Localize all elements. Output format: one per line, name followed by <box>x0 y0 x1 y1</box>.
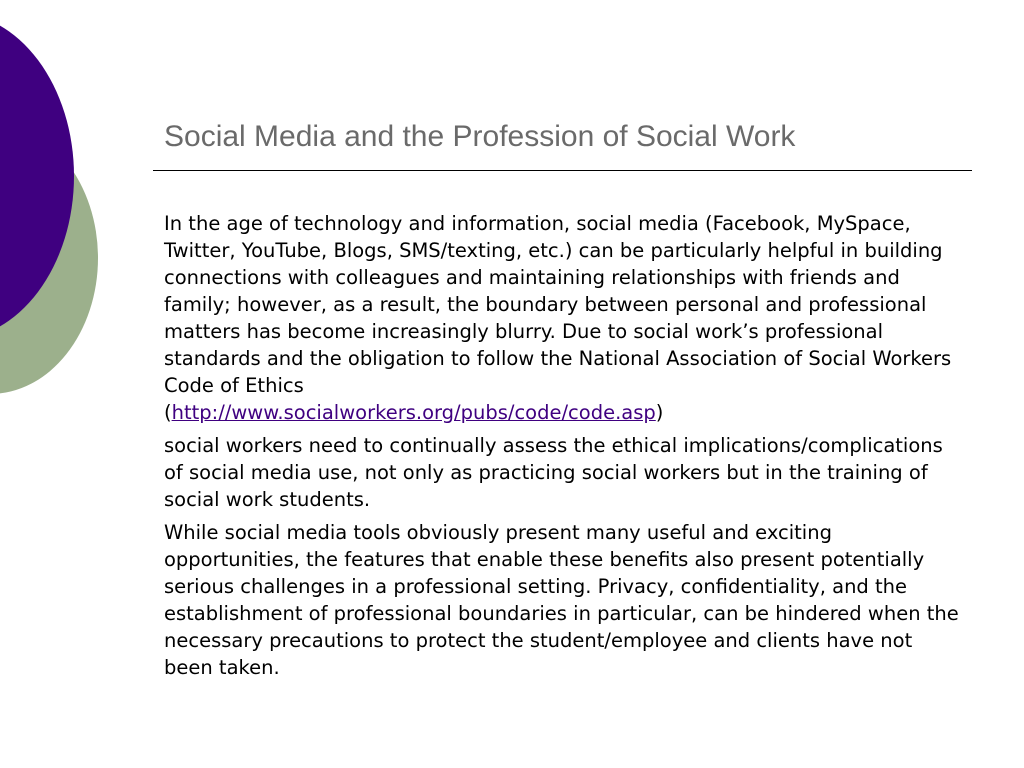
slide-title: Social Media and the Profession of Social Work <box>164 120 796 153</box>
paragraph-assessment: social workers need to continually assess the ethical implications/complications of social media use, not only as practicing social workers but in the training of social work students. <box>164 434 943 511</box>
code-of-ethics-link[interactable]: http://www.socialworkers.org/pubs/code/code.asp <box>171 401 656 424</box>
paragraph-intro <box>164 210 964 426</box>
slide-body <box>164 210 964 681</box>
paragraph-intro-text: In the age of technology and information, social media (Facebook, MySpace, Twitter, YouTube, Blogs, SMS/texting, etc.) can be particularly helpful in building connections with colleagues and maintaining relationships with friends and family; however, as a result, the boundary between personal and professional matters has become increasingly blurry. Due to social work’s professional standards and the obligation to follow the National Association of Social Workers Code of Ethics <box>164 212 952 397</box>
paragraph-challenges: While social media tools obviously present many useful and exciting opportunities, the features that enable these benefits also present potentially serious challenges in a professional setting. Privacy, confidentiality, and the establishment of professional boundaries in particular, can be hindered when the necessary precautions to protect the student/employee and clients have not been taken. <box>164 521 959 679</box>
title-divider <box>153 170 972 171</box>
paren-close: ) <box>655 401 664 424</box>
paren-open: ( <box>164 401 172 424</box>
